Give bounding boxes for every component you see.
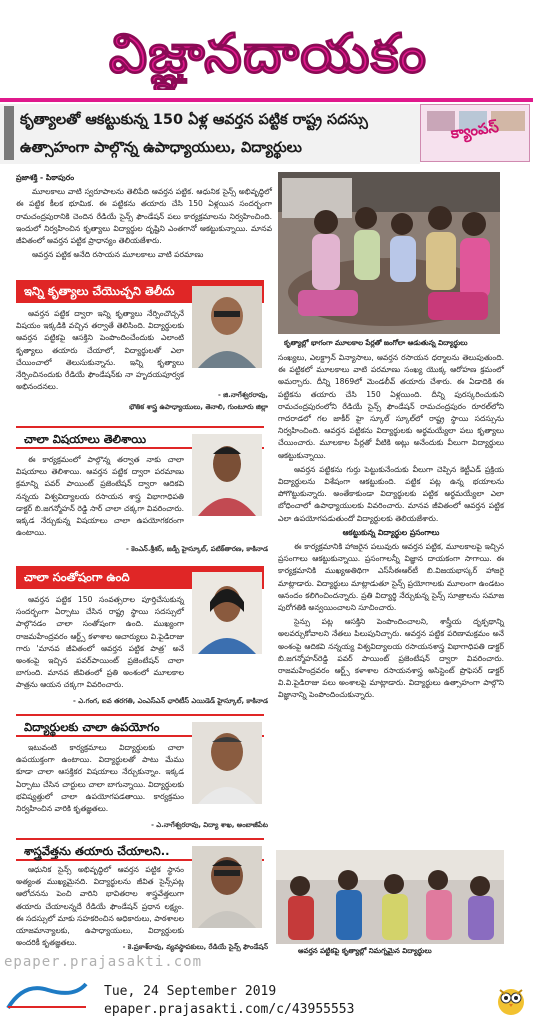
- sidebar-4-credit: - ఎ.నాగేశ్వరరావు, విద్యా శాఖ, అంబాజీపేట: [151, 821, 268, 829]
- right-paragraph-1: సంఖ్యలు, ఎలక్ట్రాన్ విన్యాసాలు, ఆవర్తన రసాయన ధర్మాలను తెలుపుతుంది. ఈ పట్టికలో మూలకాలు వాటి పరమాణు సంఖ్య యొక్క ఆరోహణ క్రమంలో అమర్చారు. దీన్ని 1869లో మెండలీవ్ తయారు చేశారు. ఈ ఏడాదికి ఈ పట్టికను తయారు చేసి 150 ఏళ్లయింది. దీన్ని పురస్కరించుకుని రామచంద్రపురంలోని రేడియే సైన్స్ ఫౌండేషన్ రామచంద్రపురం రూరల్‌లోని గాదరాడలో గల జాకీర్ హై స్కూల్ స్కూల్‌లో రాష్ట్ర స్థాయి సదస్సును నిర్వహించింది. ఆవర్తన పట్టికను విద్యార్థులకు అర్థమయ్యేలా పలు కృత్యాలు చేయించారు. మూలకాల పేర్లతో వీటికి అట్లు అనేందుకు వీలుగా విద్యార్థులు ఆకట్టుకున్నాయి.: [278, 353, 504, 460]
- sidebar-5-credit: - కె.ప్రకాశ్‌రావు, వ్యవస్థాపకులు, రేడియే సైన్స్ ఫౌండేషన్: [122, 943, 268, 951]
- sidebar-1-credit-name: - జి.నాగేశ్వరరావు,: [217, 391, 268, 399]
- right-column: [278, 352, 504, 704]
- owl-mascot-icon: [495, 982, 527, 1016]
- sidebar-3-body: [16, 594, 184, 692]
- section-title: విజ్ఞానదాయకం: [108, 22, 428, 85]
- footer-date: Tue, 24 September 2019: [104, 984, 277, 999]
- sidebar-4-text: ఇటువంటి కార్యక్రమాలు విద్యార్థులకు చాలా ఉపయుక్తంగా ఉంటాయి. విద్యార్థులతో పాటు మేము కూడా చాలా ఆసక్తికర విషయాలు నేర్చుకున్నాం. ఇక్కడ ఏర్పాటు చేసిన చార్టులు చాలా బాగున్నాయి. విద్యార్థులకు భవిష్యత్తులో చాలా ఉపయోగపడతాయి. కార్యక్రమం నిర్వహించిన వారికి కృతజ్ఞతలు.: [16, 743, 184, 814]
- sidebar-1-portrait: [192, 286, 262, 368]
- headline-accent-bar: [4, 106, 14, 160]
- sidebar-1-heading: ఇన్ని కృత్యాలు చేయొచ్చని తెలీదు: [16, 280, 264, 303]
- students-activity-photo: [276, 850, 504, 944]
- watermark: epaper.prajasakti.com: [4, 954, 203, 970]
- headline: [20, 106, 420, 162]
- main-photo: [278, 172, 500, 334]
- masthead-rule: [0, 98, 533, 102]
- right-subhead: ఆకట్టుకున్న విద్యార్థుల ప్రసంగాలు: [342, 527, 440, 537]
- sidebar-2-body: [16, 454, 184, 539]
- sidebar-2-heading: చాలా విషయాలు తెలిశాయి: [16, 426, 264, 449]
- masthead: [0, 0, 533, 100]
- student-girl-portrait: [192, 572, 262, 654]
- sidebar-1-body: [16, 308, 184, 393]
- sidebar-5-heading: శాస్త్రవేత్తను తయారు చేయాలని..: [16, 838, 264, 861]
- sidebar-4-body: [16, 742, 184, 815]
- lead-article: [16, 172, 272, 263]
- sidebar-2-portrait: [192, 434, 262, 516]
- bottom-photo-caption: ఆవర్తన పట్టికపై కృత్యాల్లో నిమగ్నమైన విద్యార్థులు: [298, 947, 432, 955]
- sidebar-4-heading: విద్యార్థులకు చాలా ఉపయోగం: [16, 714, 264, 737]
- right-paragraph-3: ఈ కార్యక్రమానికి హాజరైన పలువురు ఆవర్తన పట్టిక, మూలకాలపై ఇచ్చిన ప్రసంగాలు ఆకట్టుకున్నాయి. ప్రసంగాలన్నీ విజ్ఞాన దాయకంగా సాగాయి. ఈ కార్యక్రమానికి ముఖ్యఅతిథిగా ఎస్‌సీఈఆర్‌టీ బి.విజయభాస్కర్ హాజరై మాట్లాడారు. విద్యార్థులు మాట్లాడుతూ సైన్స్ ప్రయోగాలకు మూలంగా ఉండటం ఆనందం కలిగించిందన్నారు. ప్రతి విద్యార్థి నేర్చుకున్న సైన్స్ సూత్రాలను సమాజ పురోగతికి అన్వయించాలని సూచించారు.: [278, 542, 504, 613]
- headline-line-2: ఉత్సాహంగా పాల్గొన్న ఉపాధ్యాయులు, విద్యార్థులు: [20, 140, 302, 156]
- lead-paragraph-2: ఆవర్తన పట్టిక అనేది రసాయన మూలకాలు వాటి పరమాణు: [32, 250, 204, 260]
- student-boy-portrait: [192, 434, 262, 516]
- sidebar-4-portrait: [192, 722, 262, 804]
- sidebar-3-credit: - ఎ.గంగ, ఐవ తరగతి, ఎంఎస్‌ఎన్ ఛారిటీస్ ఎయిడెడ్ హైస్కూల్, కాకినాడ: [73, 697, 268, 705]
- sidebar-3-portrait: [192, 572, 262, 654]
- sidebar-5-text: ఆధునిక సైన్స్ అభివృద్ధిలో ఆవర్తన పట్టిక స్థానం అత్యంత ముఖ్యమైనది. విద్యార్థులను జీవిత సైన్స్‌పట్ల ఆలోచనను పెంచి వారిని భావితరాల శాస్త్రవేత్తలుగా తయారు చేయాలన్నదే రేడియే ఫౌండేషన్ ప్రధాన లక్ష్యం. ఈ సదస్సులో మాకు సహకరించిన అధికారులు, పాఠశాలల యాజమాన్యాలకు, ఉపాధ్యాయులు, విద్యార్థులకు అందరికీ కృతజ్ఞతలు.: [16, 865, 185, 948]
- sidebar-5-body: [16, 864, 184, 949]
- sidebar-5-portrait: [192, 846, 262, 928]
- headline-line-1: కృత్యాలతో ఆకట్టుకున్న 150 ఏళ్ల ఆవర్తన పట్టిక రాష్ట్ర సదస్సు: [20, 112, 368, 128]
- main-photo-caption: కృత్యాల్లో భాగంగా మూలకాల పేర్లతో జంగోలా ఆడుతున్న విద్యార్థులు: [284, 339, 468, 347]
- teacher-portrait: [192, 286, 262, 368]
- sidebar-3-heading: చాలా సంతోషంగా ఉంది: [16, 566, 264, 589]
- officer-portrait: [192, 722, 262, 804]
- campaign-label: క్యాంపస్: [449, 117, 500, 143]
- founder-portrait: [192, 846, 262, 928]
- sidebar-2-credit: - కెంఎన్.శ్రీశర్, జడ్పీ హైస్కూల్, పటిక్‌తారణ, కాకినాడ: [126, 545, 268, 553]
- dateline: ప్రజాశక్తి - పిఠాపురం: [16, 173, 75, 182]
- right-paragraph-4: సైన్సు పట్ల ఆసక్తిని పెంపొందించాలని, శాస్త్రీయ దృక్పథాన్ని అలవర్చుకోవాలని నేతలు పిలుపునిచ్చారు. ఆవర్తన పట్టిక పరిణామక్రమం అనే అంశంపై ఆదికవి నన్నయ్య విశ్వవిద్యాలయ రసాయనశాస్త్ర విభాగాధిపతి డాక్టర్ బి.జగన్మోహన్‌రెడ్డి పవర్ పాయింట్ ప్రజెంటేషన్ ద్వారా వివరించారు. రాజమహేంద్రవరం ఆర్ట్స్ కళాశాల రసాయనశాస్త్ర అసిస్టెంట్ ప్రొఫెసర్ డాక్టర్ వి.వి.పైడిరాజు పలు అంశాలపై మాట్లాడారు. విద్యార్థులు ఉత్సాహంగా పాల్గొని విజ్ఞానాన్ని పెంపొందించుకున్నారు.: [278, 617, 504, 700]
- right-paragraph-2: ఆవర్తన పట్టికను గుర్తు పెట్టుకునేందుకు వీలుగా చెప్పిన కెట్టీఎడ్ ప్రక్రియ విద్యార్థులను విశేషంగా ఆకట్టుకుంది. పట్టిక పట్ల ఉన్న భయాలను పోగొట్టుకున్నారు. అంతేకాకుండా విద్యార్థులకు పట్టిక అర్థమయ్యేలా ఎలా బోధించాలో ఉపాధ్యాయులకు వివరించారు. మానవ జీవితంలో ఆవర్తన పట్టిక ఎలా ఉపయోగపడుతుందో విద్యార్థులకు తెలియజేశారు.: [278, 464, 504, 523]
- sidebar-3-text: ఆవర్తన పట్టిక 150 సంవత్సరాల పూర్తిచేసుకున్న సందర్భంగా ఏర్పాటు చేసిన రాష్ట్ర స్థాయి సదస్సులో పాల్గొనడం చాలా సంతోషంగా ఉంది. ముఖ్యంగా రాజమహేంద్రవరం ఆర్ట్స్ కళాశాల ఆచార్యులు వి.పైడిరాజు గారు 'మానవ జీవితంలో ఆవర్తన పట్టిక పాత్ర' అనే అంశంపై ఇచ్చిన పవర్‌పాయింట్ ప్రజెంటేషన్ చాలా బాగుంది. మానవ జీవితంలో ప్రతి అంశంలో మూలకాల పాత్రను ఆయన చక్కగా వివరించారు.: [16, 595, 184, 690]
- prajasakti-logo[interactable]: [4, 978, 90, 1016]
- sidebar-1-text: ఆవర్తన పట్టిక ద్వారా ఇన్ని కృత్యాలు నేర్పించొచ్చనే విషయం ఇక్కడికి వచ్చిన తర్వాతే తెలిసింది. విద్యార్థులకు ఆవర్తన పట్టికపై ఆసక్తిని పెంపొందించేందుకు ఎలాంటి కృత్యాలు తయారు చేయాలో, విద్యార్థులతో ఎలా చేయించాలో తెలుసుకున్నాను. ఇన్ని కృత్యాలు నేర్పించినందుకు రేడియే ఫౌండేషన్‌కు నా హృదయపూర్వక అభినందనలు.: [16, 309, 184, 392]
- sidebar-1-credit-role: భౌతిక శాస్త్ర ఉపాధ్యాయులు, తెనాలి, గుంటూరు జిల్లా: [129, 403, 268, 411]
- owl-icon[interactable]: [495, 982, 527, 1016]
- bottom-photo: [276, 850, 504, 944]
- footer-url[interactable]: epaper.prajasakti.com/c/43955553: [104, 1002, 355, 1017]
- prajasakti-logo-art: [4, 978, 90, 1016]
- campaign-badge: [420, 104, 530, 162]
- lead-paragraph: మూలకాలు వాటి స్వరూపాలను తెలిపేది ఆవర్తన పట్టిక. ఆధునిక సైన్స్ అభివృద్ధిలో ఈ పట్టిక కీలక భూమిక. ఈ పట్టికను తయారు చేసి 150 ఏళ్లయిన సందర్భంగా రామచంద్రపురానికి చెందిన రేడియే సైన్స్ ఫౌండేషన్ పలు కార్యక్రమాలను నిర్వహించింది. ఇందులో నిర్వహించిన కృత్యాలు విద్యార్థుల దృష్టిని ఎంతగానో ఆకట్టుకున్నాయి. మానవ జీవితంలో ఆవర్తన పట్టిక ప్రాధాన్యం తెలియజేశారు.: [16, 187, 272, 246]
- students-playing-photo: [278, 172, 500, 334]
- sidebar-2-text: ఈ కార్యక్రమంలో పాల్గొన్న తర్వాత నాకు చాలా విషయాలు తెలిశాయి. ఆవర్తన పట్టిక ద్వారా పరమాణు క్రమాన్ని పవర్ పాయింట్ ప్రజెంటేషన్ ద్వారా ఆదికవి నన్నయ విశ్వవిద్యాలయ రసాయన శాస్త్ర విభాగాధిపతి డాక్టర్ బి.జగన్మోహన్ రెడ్డి సార్ చాలా చక్కగా వివరించారు. ఇక్కడ నేర్చుకున్న విషయాలు చాలా ఉపయోగకరంగా ఉంటాయి.: [16, 455, 184, 538]
